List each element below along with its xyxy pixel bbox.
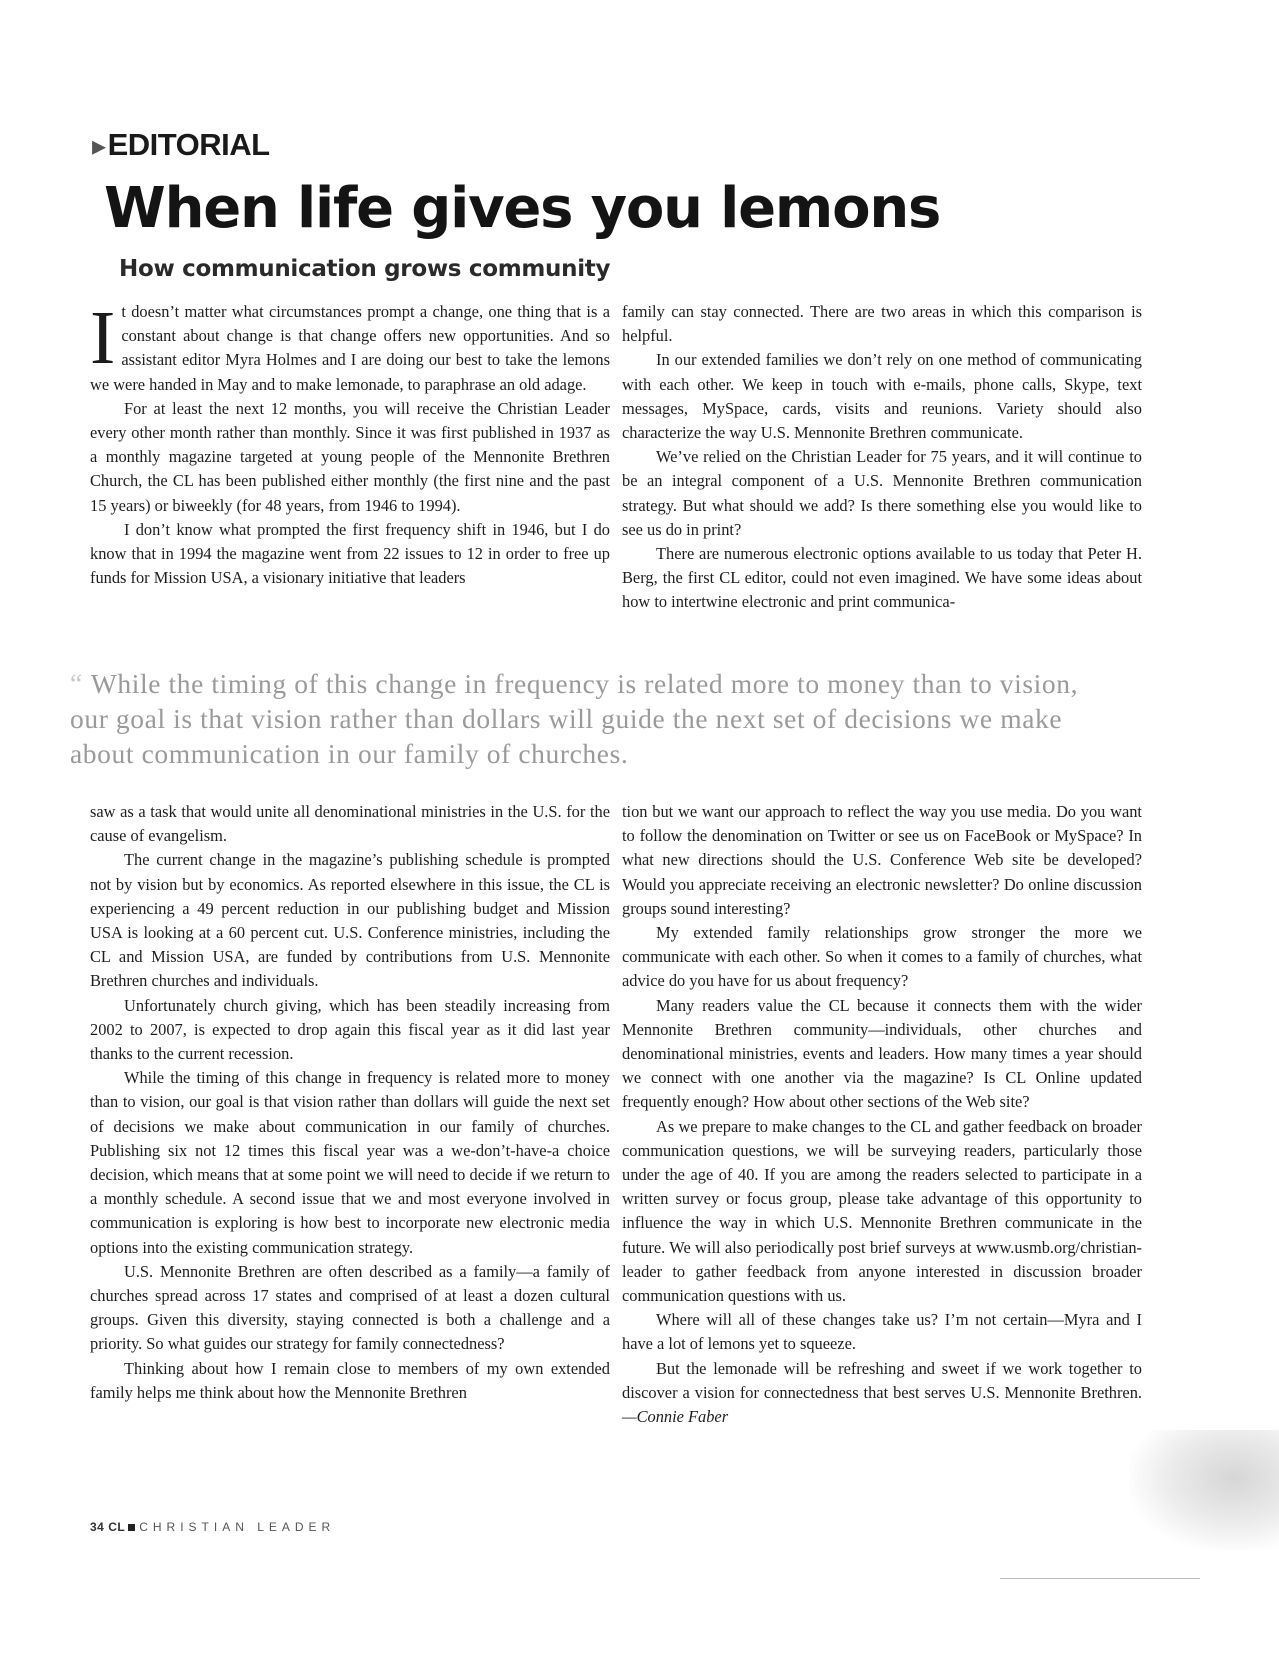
pull-quote xyxy=(70,666,1190,771)
footer-rule xyxy=(1000,1578,1200,1579)
article-paragraph: There are numerous electronic options available to us today that Peter H. Berg, the first CL editor, could not even imagined. We have some ideas about how to intertwine electronic and print communica- xyxy=(622,544,1142,612)
article-paragraph: Unfortunately church giving, which has been steadily increasing from 2002 to 2007, is expected to drop again this fiscal year as it did last year thanks to the current recession. xyxy=(90,995,610,1064)
quote-mark: “ xyxy=(70,668,83,699)
publication-name: CHRISTIAN LEADER xyxy=(139,1520,336,1534)
article-paragraph: U.S. Mennonite Brethren are often described as a family—a family of churches spread across 17 states and comprised of at least a dozen cultural groups. Given this diversity, staying connected is both a challenge and a priority. So what guides our strategy for family connectedness? xyxy=(90,1261,610,1354)
article-paragraph: But the lemonade will be refreshing and sweet if we work together to discover a vision for connectedness that best serves U.S. Mennonite Brethren.—Connie Faber xyxy=(622,1358,1142,1427)
drop-cap: I xyxy=(90,296,116,380)
byline: —Connie Faber xyxy=(622,1407,729,1427)
article-paragraph: In our extended families we don’t rely on one method of communicating with each other. We keep in touch with e-mails, phone calls, Skype, text messages, MySpace, cards, visits and reunions. Variety should also characterize the way U.S. Mennonite Brethren communicate. xyxy=(622,350,1142,443)
deck: How communication grows community xyxy=(119,256,611,282)
chevron-right-icon: ▸ xyxy=(92,130,106,161)
article-paragraph: My extended family relationships grow stronger the more we communicate with each other. So when it comes to a family of churches, what advice do you have for us about frequency? xyxy=(622,923,1142,991)
scan-artifact xyxy=(1130,1430,1279,1550)
pull-quote-text: While the timing of this change in frequency is related more to money than to vision, our goal is that vision rather than dollars will guide the next set of decisions we make about communication in our family of churches. xyxy=(70,668,1079,769)
article-paragraph: The current change in the magazine’s publishing schedule is prompted not by vision but by economics. As reported elsewhere in this issue, the CL is experiencing a 49 percent reduction in our publishing budget and Mission USA is looking at a 60 percent cut. U.S. Conference ministries, including the CL and Mission USA, are funded by contributions from U.S. Mennonite Brethren churches and individuals. xyxy=(90,850,610,991)
page-footer xyxy=(90,1520,335,1534)
square-bullet-icon xyxy=(128,1524,135,1531)
headline: When life gives you lemons xyxy=(104,176,941,241)
article-column-4 xyxy=(622,800,1142,1429)
section-label xyxy=(92,127,270,163)
article-paragraph: It doesn’t matter what circumstances prompt a change, one thing that is a constant about change is that change offers new opportunities. And so assistant editor Myra Holmes and I are doing our best to take the lemons we were handed in May and to make lemonade, to paraphrase an old adage. xyxy=(90,296,610,394)
page-number: 34 xyxy=(90,1520,105,1534)
article-paragraph: tion but we want our approach to reflect the way you use media. Do you want to follow the denomination on Twitter or see us on FaceBook or MySpace? In what new directions should the U.S. Conference Web site be developed? Would you appreciate receiving an electronic newsletter? Do online discussion groups sound interesting? xyxy=(622,802,1142,918)
article-column-1 xyxy=(90,296,610,590)
article-paragraph: We’ve relied on the Christian Leader for 75 years, and it will continue to be an integral component of a U.S. Mennonite Brethren communication strategy. But what should we add? Is there something else you would like to see us do in print? xyxy=(622,447,1142,539)
publication-abbrev: CL xyxy=(108,1520,126,1534)
article-column-2 xyxy=(622,300,1142,615)
article-paragraph: family can stay connected. There are two areas in which this comparison is helpful. xyxy=(622,302,1142,346)
article-paragraph: Thinking about how I remain close to members of my own extended family helps me think about how the Mennonite Brethren xyxy=(90,1358,610,1402)
article-paragraph: As we prepare to make changes to the CL and gather feedback on broader communication questions, we will be surveying readers, particularly those under the age of 40. If you are among the readers selected to participate in a written survey or focus group, please take advantage of this opportunity to influence the way in which U.S. Mennonite Brethren communicate in the future. We will also periodically post brief surveys at www.usmb.org/christian-leader to gather feedback from anyone interested in discussion broader communication questions with us. xyxy=(622,1116,1142,1306)
article-paragraph: I don’t know what prompted the first frequency shift in 1946, but I do know that in 1994 the magazine went from 22 issues to 12 in order to free up funds for Mission USA, a visionary initiative that leaders xyxy=(90,519,610,588)
article-paragraph: Many readers value the CL because it connects them with the wider Mennonite Brethren community—individuals, other churches and denominational ministries, events and leaders. How many times a year should we connect with one another via the magazine? Is CL Online updated frequently enough? How about other sections of the Web site? xyxy=(622,995,1142,1112)
article-paragraph: For at least the next 12 months, you will receive the Christian Leader every other month rather than monthly. Since it was first published in 1937 as a monthly magazine targeted at young people of the Mennonite Brethren Church, the CL has been published either monthly (the first nine and the past 15 years) or biweekly (for 48 years, from 1946 to 1994). xyxy=(90,398,610,515)
article-paragraph: Where will all of these changes take us? I’m not certain—Myra and I have a lot of lemons yet to squeeze. xyxy=(622,1310,1142,1354)
article-column-3 xyxy=(90,800,610,1405)
section-label-text: EDITORIAL xyxy=(107,127,270,162)
article-paragraph: While the timing of this change in frequency is related more to money than to vision, our goal is that vision rather than dollars will guide the next set of decisions we make about communication in our family of churches. Publishing six not 12 times this fiscal year was a we-don’t-have-a choice decision, which means that at some point we will need to decide if we return to a monthly schedule. A second issue that we and most everyone involved in communication is exploring is how best to incorporate new electronic media options into the existing communication strategy. xyxy=(90,1068,610,1257)
article-paragraph: saw as a task that would unite all denominational ministries in the U.S. for the cause of evangelism. xyxy=(90,802,610,846)
